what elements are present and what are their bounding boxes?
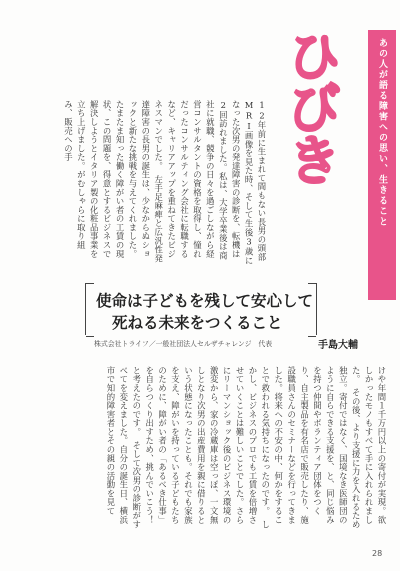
headline-line-2: 死ねる未来をつくること — [112, 313, 283, 332]
author-name: 手島大輔 — [318, 340, 358, 351]
series-banner-text: あの人が語る障害への思い、生きること — [377, 38, 387, 227]
body-text-lower: けや年間１千万円以上の寄付が実現。欲しかったモノもすべて手に入れられました。 その後、より支援に力を入れるため独立。寄付ではなく、国境なき医師団のように自らできる支援を、と、同じ悩みを持つ仲間やボランティア団体をつくり、自主製品を有名店で販売したり、施設職員さんのセミナーなどを行ってきました。将来への不安の中、何かをすることで救われる気持ちになったのです。 しかし、ビジネスのプロでも工賃を倍増させていくことは難しいことでした。さらにリーマンショック後のビジネス環境の激変から、家の冷蔵庫は空っぽ、一文無しとなり次男の出産費用を親に借りるという状態になったことも。それでも家族を支え、障がいを持っている子どもたちのために、障がい者の「あるべき仕事」を自らつくり出すため、挑んでいこう！と考えたのです。 そして次男の診断がすべてを変えました。自分の誕生日、横浜市で知的障害者とその親の活動を見て — [105, 366, 387, 529]
article-title: ひびき — [279, 28, 342, 184]
body-text-upper: 12年前に生まれて間もない長男の頭部MRI画像を見た時、そして生後3歳になった次男の発達障害の診断を、転機は2回訪れました。私は、大学卒業後は商社に就職、競争の日々を過ごしながら経営コンサルタントの資格を取得し、憧れだったコンサルティング会社に転職するなど、キャリアアップを重ねてきたビジネスマンでした。 左手足麻痺と広汎性発達障害の長男の誕生は、少なからぬショックと新たな挑戦を与えてくれました。たまたま知った働く障がい者の工賃の現状、この問題を、得意とするビジネスで解決しようとイタリア製の化粧品事業を立ち上げました。がむしゃらに取り組み、販売への手 — [63, 100, 267, 265]
author-affiliation: 株式会社トライフ／一般社団法人セルザチャレンジ 代表 — [94, 340, 273, 348]
page-number: 28 — [372, 549, 383, 558]
headline-line-1: 使命は子どもを残して安心して — [96, 291, 314, 310]
